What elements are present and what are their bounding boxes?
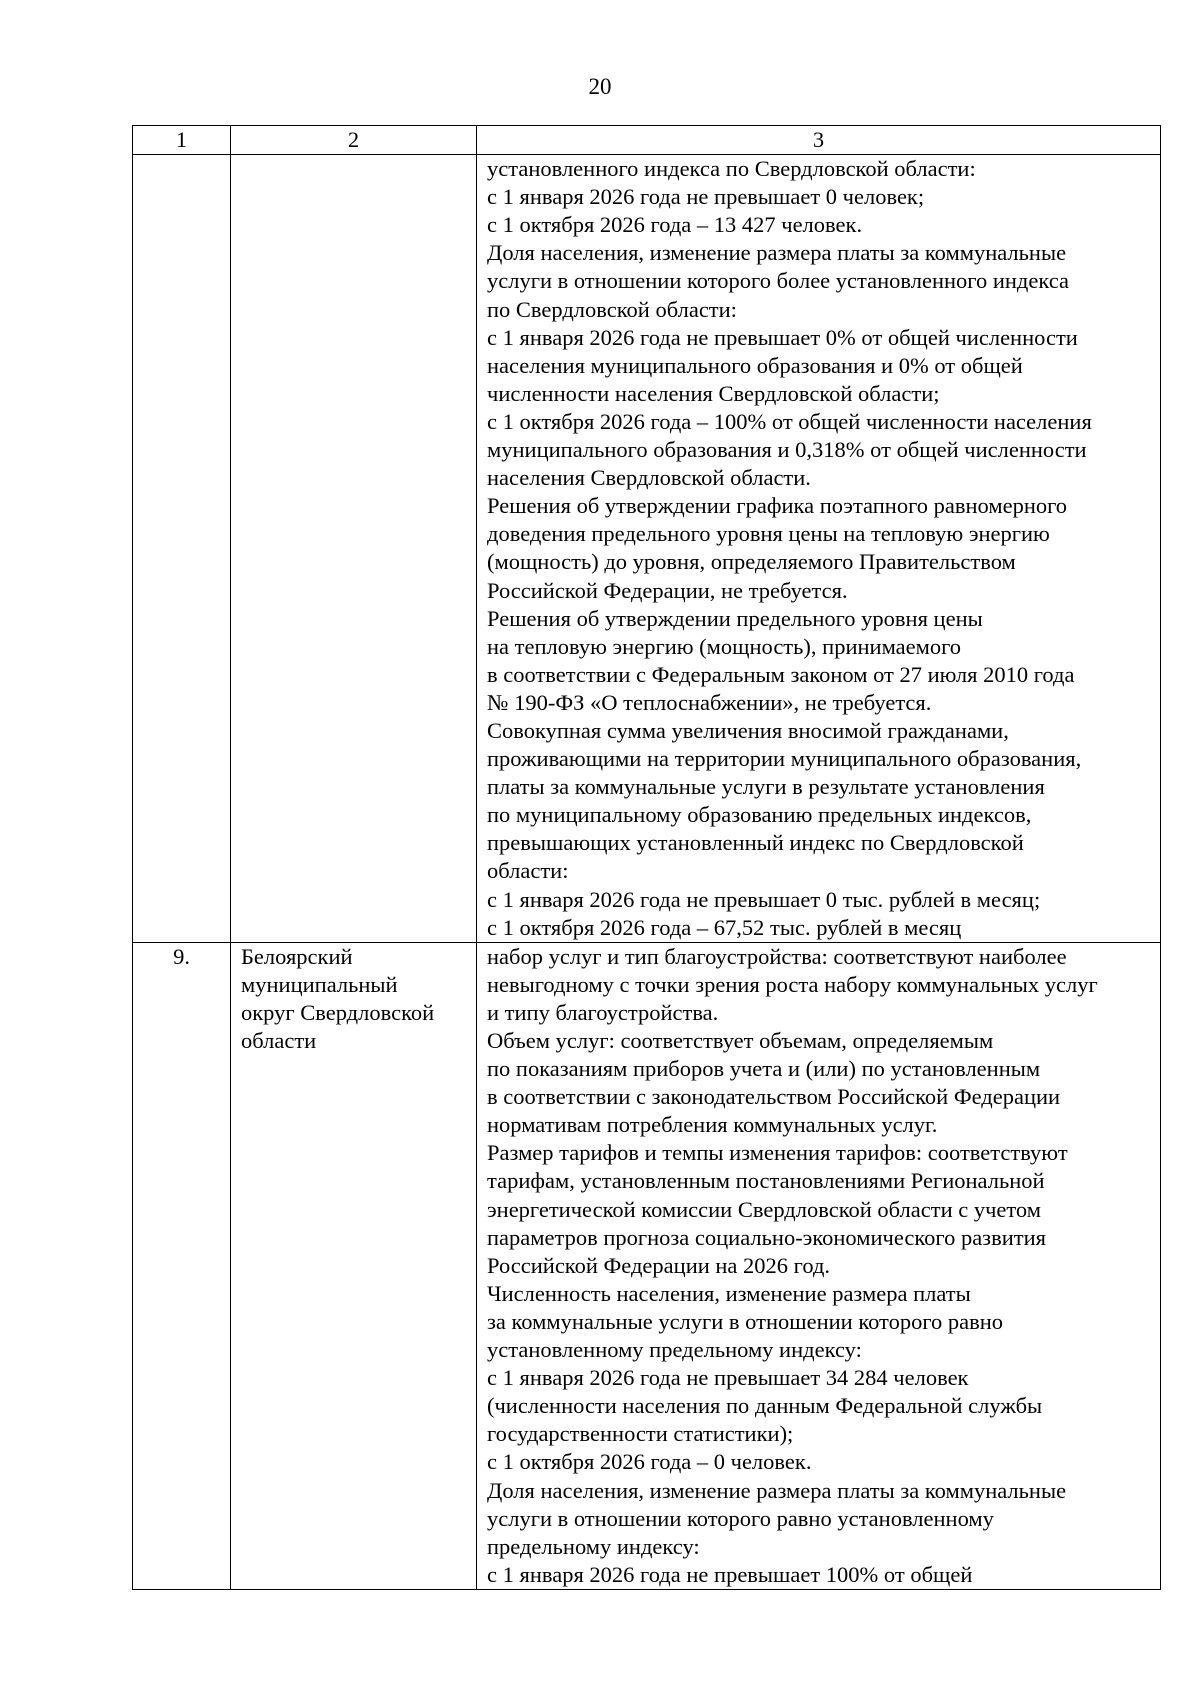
column-header-1: 1 <box>133 126 231 155</box>
text-line: Решения об утверждении предельного уровня цены <box>487 605 983 631</box>
parameters-cell <box>477 155 1161 943</box>
text-line: № 190-ФЗ «О теплоснабжении», не требуется. <box>487 689 932 715</box>
text-line: платы за коммунальные услуги в результате установления <box>487 774 1045 800</box>
text-line: в соответствии с Федеральным законом от 27 июля 2010 года <box>487 661 1075 687</box>
text-line: за коммунальные услуги в отношении которого равно <box>487 1308 1004 1334</box>
text-line: с 1 января 2026 года не превышает 100% от общей <box>487 1561 973 1587</box>
text-line: Российской Федерации, не требуется. <box>487 577 848 603</box>
text-line: (мощность) до уровня, определяемого Правительством <box>487 549 1016 575</box>
text-line: с 1 октября 2026 года – 67,52 тыс. рублей в месяц <box>487 914 962 940</box>
text-line: и типу благоустройства. <box>487 999 719 1025</box>
text-line: по муниципальному образованию предельных индексов, <box>487 802 1032 828</box>
text-line: параметров прогноза социально-экономического развития <box>487 1224 1046 1250</box>
text-line: с 1 октября 2026 года – 0 человек. <box>487 1449 812 1475</box>
municipality-name-line: муниципальный <box>241 971 398 997</box>
row-number-cell <box>133 155 231 943</box>
row-number-cell: 9. <box>133 942 231 1589</box>
text-line: на тепловую энергию (мощность), принимаемого <box>487 633 962 659</box>
text-line: государственности статистики); <box>487 1421 794 1447</box>
text-line: (численности населения по данным Федеральной службы <box>487 1393 1043 1419</box>
municipality-name-line: округ Свердловской <box>241 999 435 1025</box>
text-line: энергетической комиссии Свердловской области с учетом <box>487 1196 1041 1222</box>
text-line: превышающих установленный индекс по Свердловской <box>487 830 1024 856</box>
municipality-name-line: области <box>241 1028 317 1053</box>
text-line: населения Свердловской области. <box>487 465 811 491</box>
tariff-table <box>132 125 1161 1590</box>
table-row <box>133 155 1161 943</box>
page-number: 20 <box>588 74 612 99</box>
text-line: с 1 января 2026 года не превышает 0 тыс. рублей в месяц; <box>487 886 1041 912</box>
text-line: проживающими на территории муниципального образования, <box>487 746 1082 772</box>
text-line: Решения об утверждении графика поэтапного равномерного <box>487 493 1068 519</box>
text-line: Размер тарифов и темпы изменения тарифов: соответствуют <box>487 1140 1068 1166</box>
text-line: в соответствии с законодательством Российской Федерации <box>487 1084 1061 1110</box>
parameters-cell <box>477 942 1161 1589</box>
table-header-row <box>133 126 1161 155</box>
text-line: Совокупная сумма увеличения вносимой гражданами, <box>487 717 1009 743</box>
text-line: набор услуг и тип благоустройства: соответствуют наиболее <box>487 943 1067 969</box>
text-line: Доля населения, изменение размера платы за коммунальные <box>487 240 1067 266</box>
text-line: с 1 октября 2026 года – 13 427 человек. <box>487 212 863 238</box>
text-line: невыгодному с точки зрения роста набору коммунальных услуг <box>487 971 1098 997</box>
text-line: установленному предельному индексу: <box>487 1337 862 1363</box>
text-line: услуги в отношении которого равно установленному <box>487 1505 994 1531</box>
text-line: с 1 января 2026 года не превышает 34 284 человек <box>487 1365 969 1391</box>
text-line: предельному индексу: <box>487 1533 700 1559</box>
text-line: населения муниципального образования и 0% от общей <box>487 352 1023 378</box>
municipality-name-cell <box>231 942 477 1589</box>
text-line: установленного индекса по Свердловской области: <box>487 156 976 182</box>
text-line: с 1 января 2026 года не превышает 0% от общей численности <box>487 324 1078 350</box>
text-line: с 1 января 2026 года не превышает 0 человек; <box>487 184 925 210</box>
text-line: численности населения Свердловской области; <box>487 380 940 406</box>
text-line: по показаниям приборов учета и (или) по установленным <box>487 1056 1041 1082</box>
column-header-2: 2 <box>231 126 477 155</box>
municipality-name-line: Белоярский <box>241 943 353 969</box>
text-line: тарифам, установленным постановлениями Региональной <box>487 1168 1045 1194</box>
text-line: Доля населения, изменение размера платы за коммунальные <box>487 1477 1067 1503</box>
municipality-name-cell <box>231 155 477 943</box>
text-line: области: <box>487 858 569 884</box>
table-row <box>133 942 1161 1589</box>
text-line: муниципального образования и 0,318% от общей численности <box>487 437 1087 463</box>
text-line: Российской Федерации на 2026 год. <box>487 1252 831 1278</box>
text-line: Численность населения, изменение размера платы <box>487 1280 971 1306</box>
text-line: услуги в отношении которого более установленного индекса <box>487 268 1069 294</box>
text-line: по Свердловской области: <box>487 296 737 322</box>
text-line: нормативам потребления коммунальных услуг. <box>487 1112 938 1138</box>
text-line: Объем услуг: соответствует объемам, определяемым <box>487 1028 994 1053</box>
column-header-3: 3 <box>477 126 1161 155</box>
text-line: с 1 октября 2026 года – 100% от общей численности населения <box>487 408 1092 434</box>
text-line: доведения предельного уровня цены на тепловую энергию <box>487 521 1050 547</box>
